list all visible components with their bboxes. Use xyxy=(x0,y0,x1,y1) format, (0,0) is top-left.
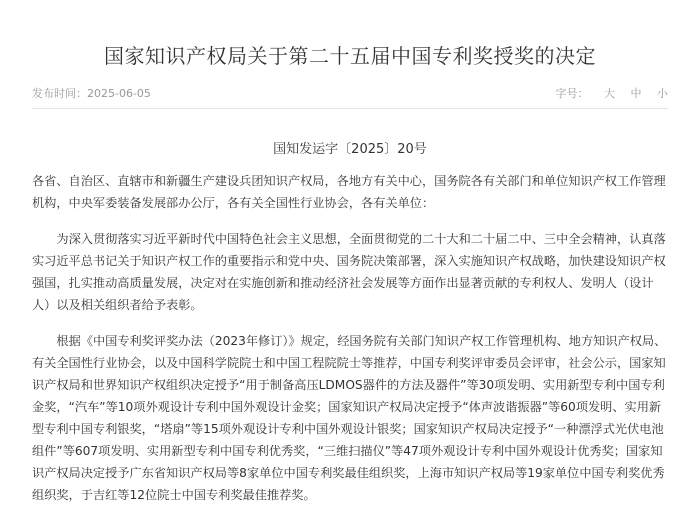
font-size-switcher xyxy=(544,85,669,101)
publish-date-label: 发布时间： xyxy=(32,87,87,100)
article-title: 国家知识产权局关于第二十五届中国专利奖授奖的决定 xyxy=(104,44,596,68)
publish-date xyxy=(32,85,151,101)
article-meta xyxy=(32,85,668,101)
font-size-label: 字号： xyxy=(555,87,589,100)
header-divider xyxy=(32,108,668,109)
body-paragraph: 为深入贯彻落实习近平新时代中国特色社会主义思想，全面贯彻党的二十大和二十届二中、三中全会精神，认真落实习近平总书记关于知识产权工作的重要指示和党中央、国务院决策部署，深入实施知识产权战略，加快建设知识产权强国，扎实推动高质量发展，决定对在实施创新和推动经济社会发展等方面作出显著贡献的专利权人、发明人（设计人）以及相关组织者给予表彰。 xyxy=(32,232,666,312)
addressee-paragraph: 各省、自治区、直辖市和新疆生产建设兵团知识产权局，各地方有关中心，国务院各有关部门和单位知识产权工作管理机构，中央军委装备发展部办公厅，各有关全国性行业协会，各有关单位： xyxy=(32,174,666,210)
document-number: 国知发运字〔2025〕20号 xyxy=(273,142,427,157)
font-size-medium-button[interactable]: 中 xyxy=(630,87,642,100)
font-size-large-button[interactable]: 大 xyxy=(604,87,615,100)
body-paragraph: 根据《中国专利奖评奖办法（2023年修订）》规定，经国务院有关部门知识产权工作管理机构、地方知识产权局、有关全国性行业协会，以及中国科学院院士和中国工程院院士等推荐，中国专利奖评审委员会评审，社会公示，国家知识产权局和世界知识产权组织决定授予“用于制备高压LDMOS器件的方法及器件”等30项发明、实用新型专利中国专利金奖，“汽车”等10项外观设计专利中国外观设计金奖；国家知识产权局决定授予“体声波谐振器”等60项发明、实用新型专利中国专利银奖，“塔扇”等15项外观设计专利中国外观设计银奖；国家知识产权局决定授予“一种漂浮式光伏电池组件”等607项发明、实用新型专利中国专利优秀奖，“三维扫描仪”等47项外观设计专利中国外观设计优秀奖；国家知识产权局决定授予广东省知识产权局等8家单位中国专利奖最佳组织奖，上海市知识产权局等19家单位中国专利奖优秀组织奖，于吉红等12位院士中国专利奖最佳推荐奖。 xyxy=(32,334,667,502)
font-size-small-button[interactable]: 小 xyxy=(657,87,668,100)
publish-date-value: 2025-06-05 xyxy=(87,87,151,100)
article-body xyxy=(32,170,670,520)
